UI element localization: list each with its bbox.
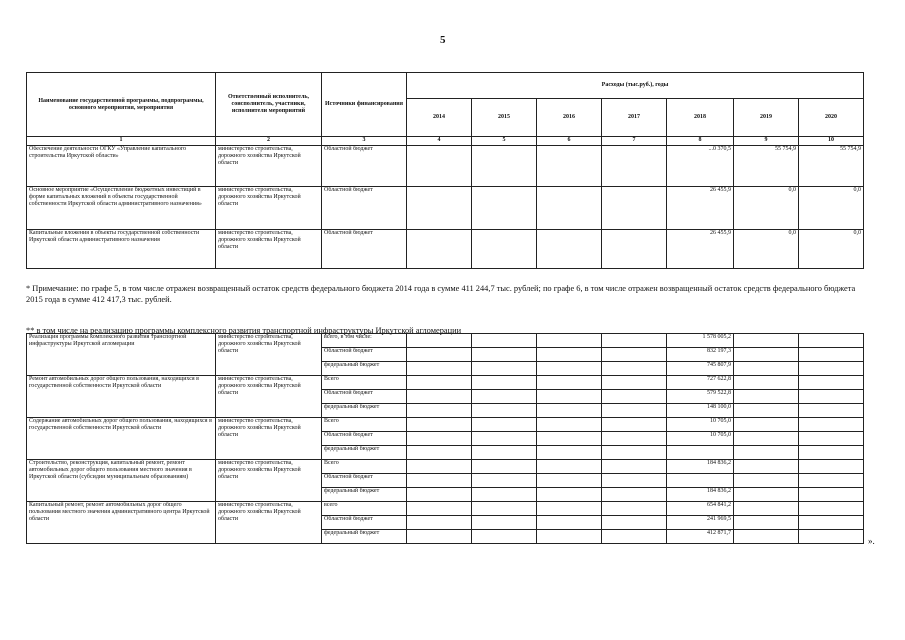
- row-name: Капитальный ремонт, ремонт автомобильных дорог общего пользования местного значения административного центра Иркутской области: [27, 502, 216, 544]
- row-name: Реализация программы комплексного развития транспортной инфраструктуры Иркутской агломерации: [27, 334, 216, 376]
- row-source: Областной бюджет: [322, 187, 407, 230]
- header-source: Источники финансирования: [322, 73, 407, 137]
- table-row: [27, 187, 864, 230]
- header-year: 2014: [407, 99, 472, 137]
- header-year: 2019: [734, 99, 799, 137]
- row-value: [602, 146, 667, 187]
- row-responsible: министерство строительства, дорожного хозяйства Иркутской области: [216, 376, 322, 418]
- row-value: [537, 187, 602, 230]
- column-number: 1: [27, 137, 216, 146]
- row-value: ...0 370,5: [667, 146, 734, 187]
- row-name: Капитальные вложения в объекты государственной собственности Иркутской области административного назначения: [27, 230, 216, 269]
- row-name: Основное мероприятие «Осуществление бюджетных инвестиций в форме капитальных вложений в объекты государственной собственности Иркутской области административного назначения»: [27, 187, 216, 230]
- row-value: [537, 230, 602, 269]
- row-responsible: министерство строительства, дорожного хозяйства Иркутской области: [216, 502, 322, 544]
- row-value: [407, 146, 472, 187]
- row-value: 184 836,2: [667, 488, 734, 502]
- row-source: федеральный бюджет: [322, 404, 407, 418]
- row-value: [602, 187, 667, 230]
- table-row: [27, 418, 864, 432]
- row-value: 0,0: [799, 187, 864, 230]
- row-value: 55 754,9: [734, 146, 799, 187]
- column-number: 9: [734, 137, 799, 146]
- header-name: Наименование государственной программы, подпрограммы, основного мероприятия, мероприятия: [27, 73, 216, 137]
- column-number: 7: [602, 137, 667, 146]
- row-value: 0,0: [799, 230, 864, 269]
- column-number: 3: [322, 137, 407, 146]
- row-source: всего: [322, 502, 407, 516]
- row-source: всего, в том числе:: [322, 334, 407, 348]
- row-source: федеральный бюджет: [322, 362, 407, 376]
- row-value: [537, 146, 602, 187]
- page-number: 5: [440, 34, 446, 46]
- column-number: 5: [472, 137, 537, 146]
- row-value: 727 622,8: [667, 376, 734, 390]
- row-value: [667, 446, 734, 460]
- row-value: 579 522,8: [667, 390, 734, 404]
- expenses-table: [26, 72, 864, 269]
- row-responsible: министерство строительства, дорожного хозяйства Иркутской области: [216, 187, 322, 230]
- column-number-row: [27, 137, 864, 146]
- row-responsible: министерство строительства, дорожного хозяйства Иркутской области: [216, 418, 322, 460]
- table-row: [27, 334, 864, 348]
- row-name: Строительство, реконструкция, капитальный ремонт, ремонт автомобильных дорог общего пользования местного значения в Иркутской области (субсидии муниципальным образованиям): [27, 460, 216, 502]
- row-name: Ремонт автомобильных дорог общего пользования, находящихся в государственной собственности Иркутской области: [27, 376, 216, 418]
- header-year: 2016: [537, 99, 602, 137]
- row-source: Всего: [322, 418, 407, 432]
- header-costs: Расходы (тыс.руб.), годы: [407, 73, 864, 99]
- column-number: 2: [216, 137, 322, 146]
- footnote-1: * Примечание: по графе 5, в том числе отражен возвращенный остаток средств федерального бюджета 2014 года в сумме 411 244,7 тыс. рублей; по графе 6, в том числе отражен возвращенный остаток средств федерального бюджета 2015 года в сумме 412 417,3 тыс. рублей.: [26, 284, 856, 305]
- row-name: Содержание автомобильных дорог общего пользования, находящихся в государственной собственности Иркутской области: [27, 418, 216, 460]
- row-value: 745 807,9: [667, 362, 734, 376]
- table-row: [27, 146, 864, 187]
- row-value: 412 871,7: [667, 530, 734, 544]
- row-source: Областной бюджет: [322, 146, 407, 187]
- row-value: 1 578 005,2: [667, 334, 734, 348]
- row-value: [472, 230, 537, 269]
- row-value: [407, 187, 472, 230]
- transport-program-table: [26, 333, 864, 544]
- row-value: [667, 474, 734, 488]
- row-value: 10 705,0: [667, 432, 734, 446]
- closing-quote: ».: [868, 536, 875, 546]
- row-source: Областной бюджет: [322, 390, 407, 404]
- table-row: [27, 502, 864, 516]
- header-year: 2017: [602, 99, 667, 137]
- column-number: 10: [799, 137, 864, 146]
- row-value: 184 836,2: [667, 460, 734, 474]
- row-responsible: министерство строительства, дорожного хозяйства Иркутской области: [216, 460, 322, 502]
- row-source: Областной бюджет: [322, 348, 407, 362]
- row-source: федеральный бюджет: [322, 530, 407, 544]
- row-value: 241 969,5: [667, 516, 734, 530]
- row-value: 148 100,0: [667, 404, 734, 418]
- row-value: [602, 230, 667, 269]
- row-source: федеральный бюджет: [322, 446, 407, 460]
- header-year: 2015: [472, 99, 537, 137]
- column-number: 8: [667, 137, 734, 146]
- column-number: 6: [537, 137, 602, 146]
- column-number: 4: [407, 137, 472, 146]
- row-responsible: министерство строительства, дорожного хозяйства Иркутской области: [216, 146, 322, 187]
- row-name: Обеспечение деятельности ОГКУ «Управление капитального строительства Иркутской области»: [27, 146, 216, 187]
- table-row: [27, 460, 864, 474]
- row-value: 26 455,9: [667, 230, 734, 269]
- row-value: [472, 187, 537, 230]
- footnote-2: ** в том числе на реализацию программы комплексного развития транспортной инфраструктуры Иркутской агломерации: [26, 326, 462, 335]
- row-value: 0,0: [734, 230, 799, 269]
- row-value: 832 197,3: [667, 348, 734, 362]
- header-year: 2020: [799, 99, 864, 137]
- row-source: Областной бюджет: [322, 230, 407, 269]
- row-value: 654 841,2: [667, 502, 734, 516]
- row-source: Всего: [322, 460, 407, 474]
- table-row: [27, 230, 864, 269]
- row-value: [407, 230, 472, 269]
- table-row: [27, 376, 864, 390]
- row-source: Областной бюджет: [322, 432, 407, 446]
- header-responsible: Ответственный исполнитель, соисполнитель, участники, исполнители мероприятий: [216, 73, 322, 137]
- row-responsible: министерство строительства, дорожного хозяйства Иркутской области: [216, 230, 322, 269]
- row-value: 10 705,0: [667, 418, 734, 432]
- header-year: 2018: [667, 99, 734, 137]
- row-value: [472, 146, 537, 187]
- row-source: Областной бюджет: [322, 474, 407, 488]
- row-source: Всего: [322, 376, 407, 390]
- row-source: федеральный бюджет: [322, 488, 407, 502]
- row-value: 0,0: [734, 187, 799, 230]
- row-responsible: министерство строительства, дорожного хозяйства Иркутской области: [216, 334, 322, 376]
- row-value: 55 754,9: [799, 146, 864, 187]
- row-source: Областной бюджет: [322, 516, 407, 530]
- row-value: 26 455,9: [667, 187, 734, 230]
